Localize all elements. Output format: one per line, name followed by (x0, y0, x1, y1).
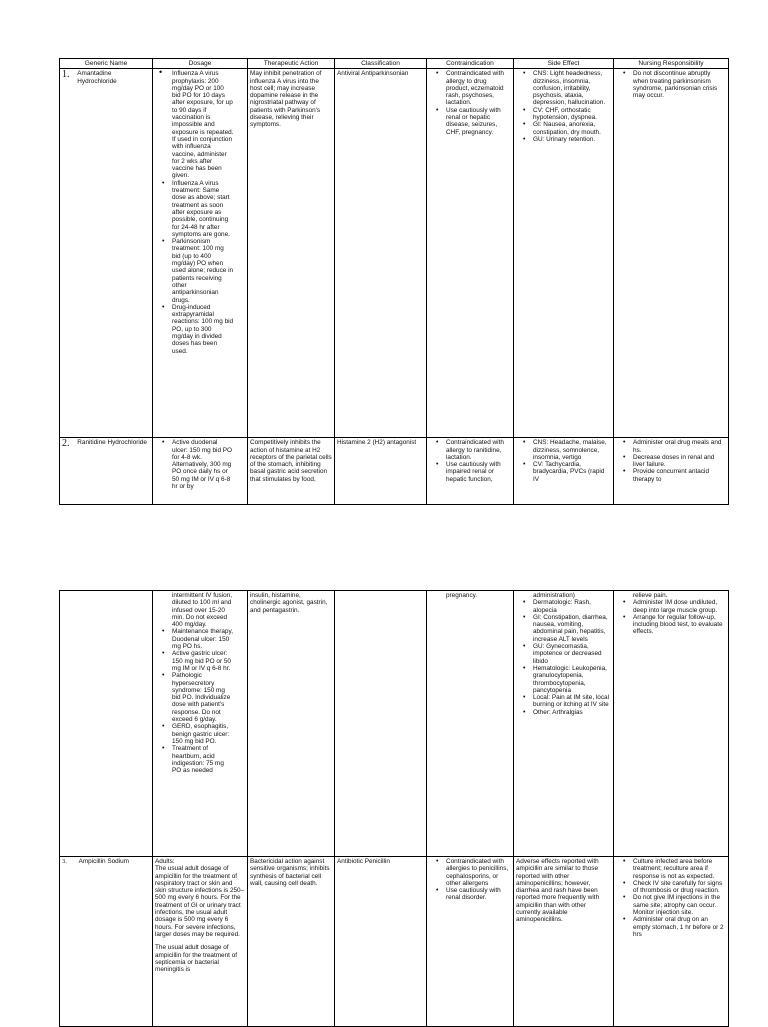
list-item: • CV: Tachycardia, bradycardia, PVCs (rapid IV (533, 461, 611, 483)
list-item: • Treatment of heartburn, acid indigestion: 75 mg PO as needed (172, 745, 234, 774)
list-item: • CNS: Light headedness, dizziness, insomnia, confusion, irritability, psychosis, ataxia, depression, hallucination. (533, 70, 611, 106)
list-item: • CV: CHF, orthostatic hypotension, dyspnea. (533, 107, 611, 122)
contraindication-cell (427, 69, 514, 438)
dosage-paragraph: The usual adult dosage of ampicillin for the treatment of septicemia or bacterial meningitis is (155, 944, 238, 974)
generic-name-cell (60, 69, 153, 438)
side-effect-continued: administration) (533, 592, 575, 599)
list-item: • GU: Gynecomastia, impotence or decreased libido (533, 643, 611, 665)
list-item: • Local: Pain at IM site, local burning or itching at IV site (533, 694, 611, 709)
list-item: • GERD, esophagitis, benign gastric ulcer: 150 mg bid PO. (172, 723, 234, 745)
list-item: • Arrange for regular follow-up, including blood test, to evaluate effects. (633, 614, 726, 636)
header-classification: Classification (335, 59, 427, 69)
dosage-list (155, 439, 234, 490)
document-page-2 (0, 590, 768, 1024)
header-nursing-responsibility: Nursing Responsibility (614, 59, 729, 69)
list-item: • Influenza A virus prophylaxis: 200 mg/day PO or 100 bid PO for 10 days after exposure, for up to 90 days if vaccination is impossible and exposure is repeated. If used in conjunction with influenza vaccine, administer for 2 wks after vaccine has been given. (172, 70, 234, 179)
contraindication-continued: pregnancy. (446, 592, 478, 599)
table-row (60, 69, 729, 438)
row-number: 3. (62, 858, 67, 865)
classification-cell: Antiviral Antiparkinsonian (335, 69, 427, 438)
table-row (60, 857, 729, 1027)
list-item: • Culture infected area before treatment; reculture area if response is not as expected. (633, 858, 726, 880)
nursing-continued: relieve pain. (633, 592, 668, 599)
generic-name-cell (60, 438, 153, 505)
contraindication-cell (427, 438, 514, 505)
table-row (60, 591, 729, 857)
list-item: • Other: Arthralgias (533, 709, 611, 716)
nursing-list (616, 439, 726, 483)
drug-name: Ampicillin Sodium (78, 858, 130, 865)
nursing-responsibility-cell (614, 591, 729, 857)
list-item: • Administer IM dose undiluted, deep into large muscle group. (633, 599, 726, 614)
list-item: • Administer oral drug on an empty stomach, 1 hr before or 2 hrs (633, 916, 726, 938)
dosage-cell (153, 438, 248, 505)
list-item: • Dermatologic: Rash, alopecia (533, 599, 611, 614)
list-item: • Decrease doses in renal and liver failure. (633, 454, 726, 469)
list-item: • Administer oral drug meals and hs. (633, 439, 726, 454)
therapeutic-action-cell: Bactericidal action against sensitive organisms; inhibits synthesis of bacterial cell wall, causing cell death. (248, 857, 335, 1027)
therapeutic-action-cell: May inhibit penetration of influenza A virus into the host cell; may increase dopamine release in the nigrostriatal pathway of patients with Parkinson's disease, relieving their symptoms. (248, 69, 335, 438)
list-item: • Contraindicated with allergy to drug product, eczematoid rash, psychoses, lactation. (446, 70, 511, 106)
side-effect-list (516, 599, 611, 716)
dosage-cell (153, 857, 248, 1027)
therapeutic-action-cell: insulin, histamine, cholinergic agonist, gastrin, and pentagastrin. (248, 591, 335, 857)
dosage-list (155, 180, 234, 355)
header-therapeutic-action: Therapeutic Action (248, 59, 335, 69)
drug-name: Amantadine Hydrochloride (77, 70, 117, 85)
contraindication-list (429, 439, 511, 483)
list-item: • Hematologic: Leukopenia, granulocytopenia, thrombocytopenia, pancytopenia (533, 665, 611, 694)
list-item: • Do not give IM injections in the same site; atrophy can occur. Monitor injection site. (633, 894, 726, 916)
nursing-responsibility-cell (614, 69, 729, 438)
list-item: • Provide concurrent antacid therapy to (633, 468, 726, 483)
list-item: • CNS: Headache, malaise, dizziness, somnolence, insomnia, vertigo (533, 439, 611, 461)
list-item: • Active duodenal ulcer: 150 mg bid PO for 4-8 wk. Alternatively, 300 mg PO once daily hs or 50 mg IM or IV q 6-8 hr or by (172, 439, 234, 490)
header-contraindication: Contraindication (427, 59, 514, 69)
drug-name: Ranitidine Hydrochloride (77, 439, 147, 447)
side-effect-list (516, 439, 611, 483)
list-item: • Drug-induced extrapyramidal reactions: 100 mg bid PO, up to 300 mg/day in divided doses has been used. (172, 304, 234, 355)
list-item: • Parkinsonism treatment: 100 mg bid (up to 400 mg/day) PO when used alone; reduce in patients receiving other antiparkinsonian drugs. (172, 238, 234, 304)
list-item: • Use cautiously with renal disorder. (446, 887, 511, 902)
list-item: • Contraindicated with allergy to ranitidine, lactation. (446, 439, 511, 461)
list-item: • Check IV site carefully for signs of thrombosis or drug reaction. (633, 880, 726, 895)
classification-cell: Antibiotic Penicillin (335, 857, 427, 1027)
dosage-title: Adults: (155, 858, 175, 865)
list-item: • Maintenance therapy, Duodenal ulcer: 150 mg PO hs. (172, 628, 234, 650)
header-generic-name: Generic Name (60, 59, 153, 69)
generic-name-cell (60, 857, 153, 1027)
list-item: • GI: Nausea, anorexia, constipation, dry mouth. (533, 121, 611, 136)
therapeutic-action-cell: Competitively inhibits the action of histamine at H2 receptors of the parietal cells of the stomach, inhibiting basal gastric acid secretion that stimulates by food, (248, 438, 335, 505)
classification-cell: Histamine 2 (H2) antagonist (335, 438, 427, 505)
list-item: • Contraindicated with allergies to penicillins, cephalosporins, or other allergens (446, 858, 511, 887)
list-item: • Use cautiously with renal or hepatic disease, seizures, CHF, pregnancy. (446, 107, 511, 136)
side-effect-list (516, 70, 611, 143)
document-page-1 (0, 0, 768, 500)
dosage-paragraph: The usual adult dosage of ampicillin for the treatment of respiratory tract or skin and skin structure infections is 250–500 mg every 6 hours. For the treatment of GI or urinary tract infections, the usual adult dosage is 500 mg every 6 hours. For severe infections, larger doses may be required. (155, 865, 245, 938)
side-effect-cell (514, 438, 614, 505)
table-row (60, 438, 729, 505)
header-side-effect: Side Effect (514, 59, 614, 69)
contraindication-list (429, 70, 511, 136)
drug-table-page-1 (59, 58, 729, 505)
contraindication-cell (427, 857, 514, 1027)
side-effect-cell (514, 69, 614, 438)
list-item: • Use cautiously with impaired renal or hepatic function, (446, 461, 511, 483)
generic-name-cell (60, 591, 153, 857)
row-number: 1. (62, 69, 70, 81)
contraindication-list (429, 858, 511, 902)
header-dosage: Dosage (153, 59, 248, 69)
list-item: • Influenza A virus treatment: Same dose as above; start treatment as soon after exposure as possible, continuing for 24-48 hr after symptoms are gone. (172, 180, 234, 238)
list-item: • GU: Urinary retention. (533, 136, 611, 143)
list-item: • GI: Constipation, diarrhea, nausea, vomiting, abdominal pain, hepatitis, increase ALT levels (533, 614, 611, 643)
contraindication-cell (427, 591, 514, 857)
list-item: • Pathologic hypersecretory syndrome: 150 mg bid PO. Individualize dose with patient's response. Do not exceed 6 g/day. (172, 672, 234, 723)
nursing-list (616, 599, 726, 635)
nursing-list (616, 70, 726, 99)
dosage-cell (153, 591, 248, 857)
row-number: 2. (62, 438, 70, 450)
side-effect-cell: Adverse effects reported with ampicillin are similar to those reported with other aminopenicillins; however, diarrhea and rash have been reported more frequently with ampicillin than with other currently available aminopenicillins. (514, 857, 614, 1027)
drug-table-page-2 (59, 590, 729, 1027)
list-item: • Active gastric ulcer: 150 mg bid PO or 50 mg IM or IV q 6-8 hr. (172, 650, 234, 672)
dosage-continued: intermittent IV fusion, diluted to 100 ml and infused over 15-20 min. Do not exceed 400 mg/day. (172, 592, 233, 629)
classification-cell (335, 591, 427, 857)
side-effect-cell (514, 591, 614, 857)
nursing-responsibility-cell (614, 438, 729, 505)
dosage-list (155, 70, 234, 179)
dosage-list (155, 628, 234, 774)
list-item: • Do not discontinue abruptly when treating parkinsonism syndrome, parkinsonian crisis may occur. (633, 70, 726, 99)
nursing-list (616, 858, 726, 938)
dosage-cell (153, 69, 248, 438)
nursing-responsibility-cell (614, 857, 729, 1027)
